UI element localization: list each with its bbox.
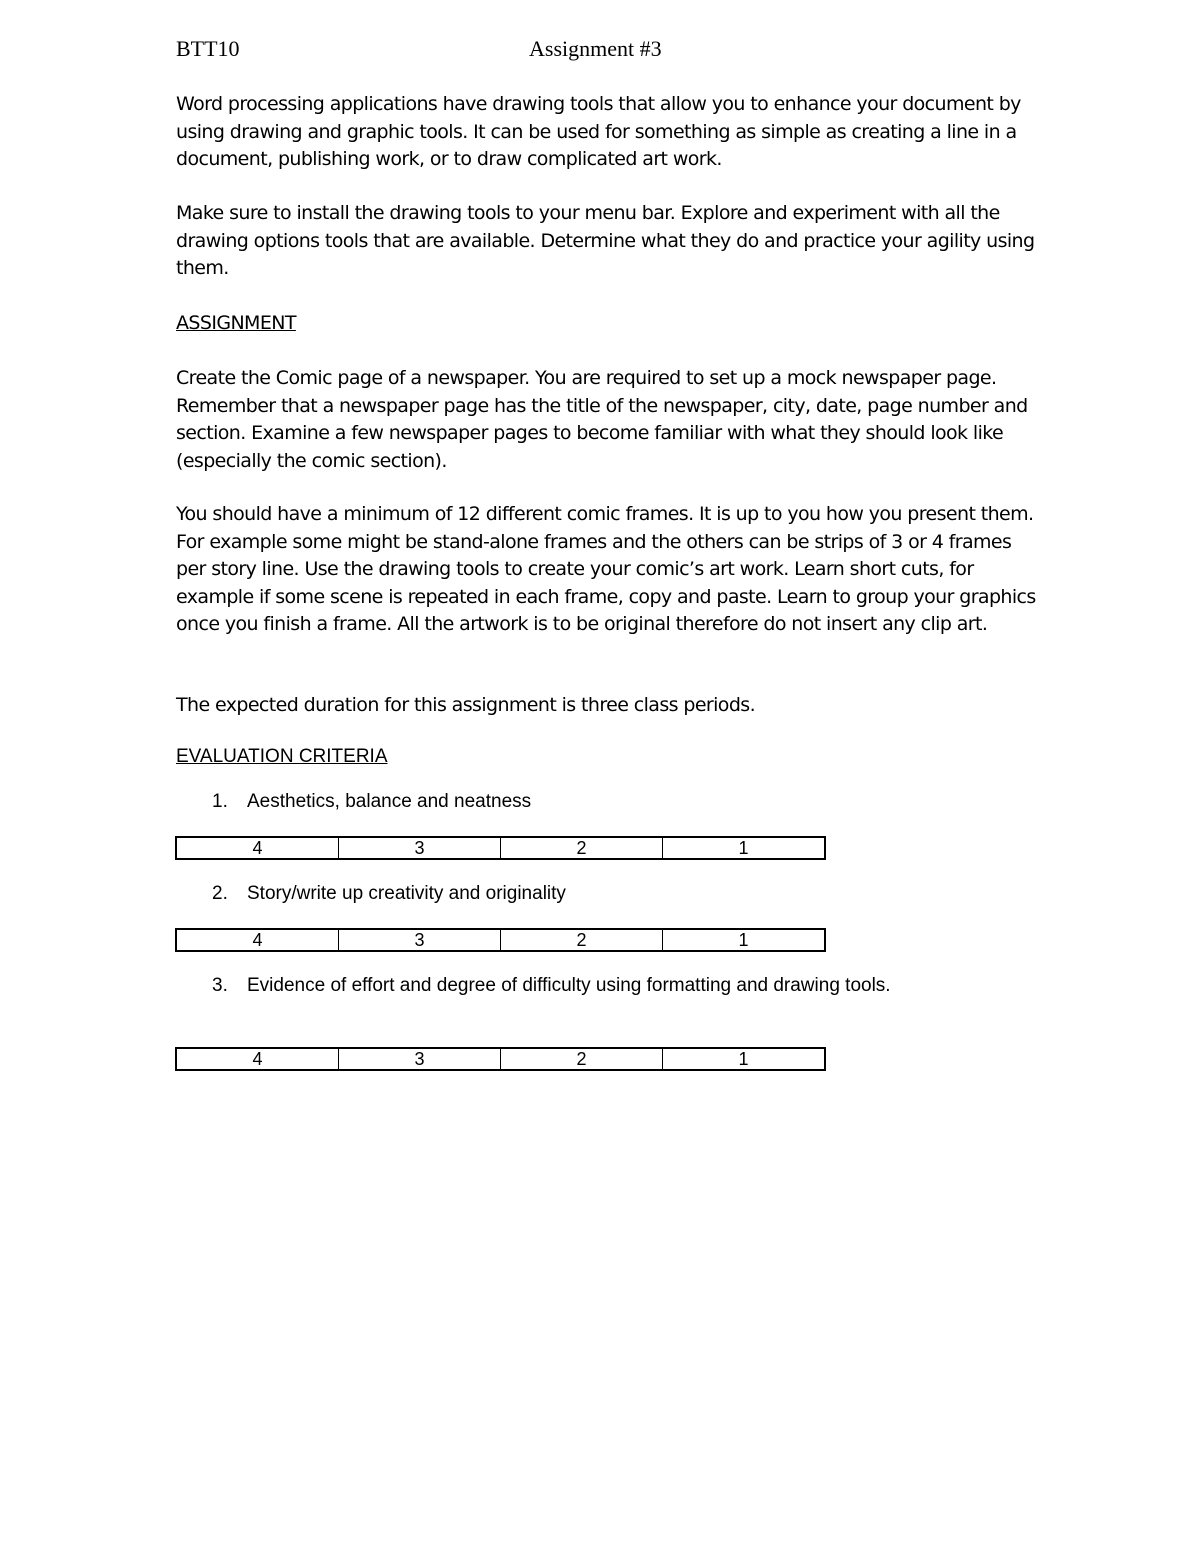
rating-cell: 3 [339, 930, 501, 950]
criterion-3 [212, 975, 891, 997]
rating-scale-2 [175, 928, 826, 952]
rating-cell: 3 [339, 1049, 501, 1069]
intro-paragraph-2: Make sure to install the drawing tools to your menu bar. Explore and experiment with all the drawing options tools that are available. Determine what they do and practice your agility using them. [176, 202, 1035, 279]
page-header [176, 36, 1076, 66]
assignment-paragraph-2: You should have a minimum of 12 different comic frames. It is up to you how you present them. For example some might be stand-alone frames and the others can be strips of 3 or 4 frames per story line. Use the drawing tools to create your comic’s art work. Learn short cuts, for example if some scene is repeated in each frame, copy and paste. Learn to group your graphics once you finish a frame. All the artwork is to be original therefore do not insert any clip art. [176, 503, 1036, 635]
rating-cell: 4 [177, 930, 339, 950]
rating-cell: 1 [738, 1049, 749, 1069]
rating-scale-3 [175, 1047, 826, 1071]
rating-scale-1 [175, 836, 826, 860]
rating-cell: 2 [501, 1049, 663, 1069]
rating-cell: 2 [501, 838, 663, 858]
assignment-paragraph-1: Create the Comic page of a newspaper. You are required to set up a mock newspaper page. Remember that a newspaper page has the title of the newspaper, city, date, page number and section. Examine a few newspaper pages to become familiar with what they should look like (especially the comic section). [176, 367, 1028, 472]
rating-cell: 1 [738, 930, 749, 950]
criterion-number: 2. [212, 883, 228, 904]
criterion-text: Evidence of effort and degree of difficulty using formatting and drawing tools. [247, 975, 891, 996]
rating-cell: 4 [177, 838, 339, 858]
rating-cell: 3 [339, 838, 501, 858]
evaluation-heading: EVALUATION CRITERIA [176, 746, 388, 767]
criterion-text: Aesthetics, balance and neatness [247, 791, 532, 812]
course-code: BTT10 [176, 36, 240, 61]
criterion-1 [212, 791, 531, 813]
assignment-paragraph-3: The expected duration for this assignment is three class periods. [176, 694, 756, 716]
intro-paragraph-1: Word processing applications have drawing tools that allow you to enhance your document by using drawing and graphic tools. It can be used for something as simple as creating a line in a document, publishing work, or to draw complicated art work. [176, 93, 1021, 170]
rating-cell: 1 [738, 838, 749, 858]
rating-cell: 4 [177, 1049, 339, 1069]
criterion-2 [212, 883, 566, 905]
criterion-text: Story/write up creativity and originality [247, 883, 566, 904]
criterion-number: 1. [212, 791, 228, 812]
assignment-title: Assignment #3 [529, 36, 662, 61]
criterion-number: 3. [212, 975, 228, 996]
rating-cell: 2 [501, 930, 663, 950]
assignment-heading: ASSIGNMENT [176, 312, 296, 334]
